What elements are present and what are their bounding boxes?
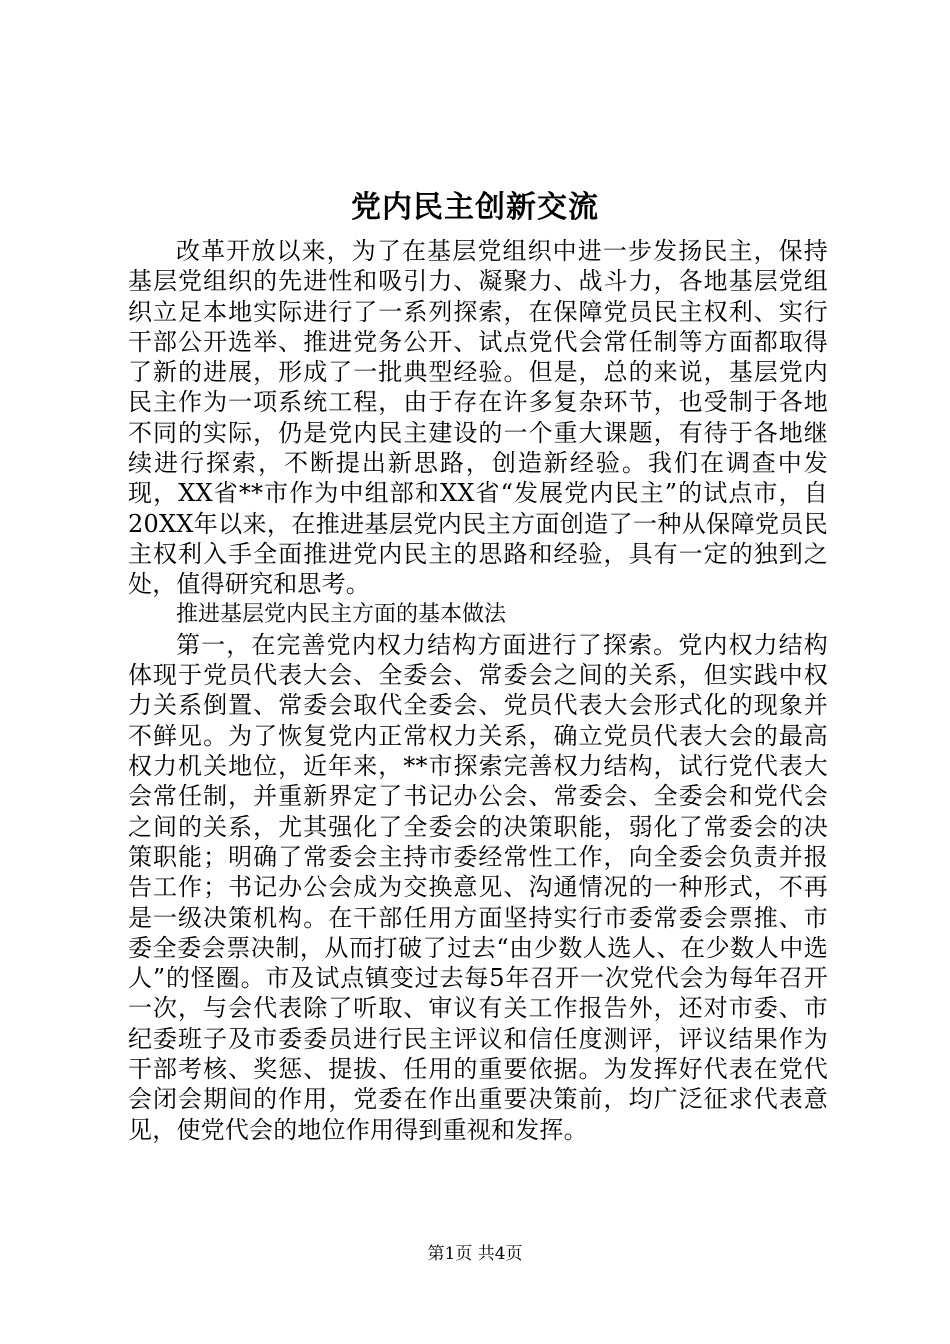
document-body — [128, 236, 828, 1145]
intro-paragraph: 改革开放以来，为了在基层党组织中进一步发扬民主，保持基层党组织的先进性和吸引力、凝聚力、战斗力，各地基层党组织立足本地实际进行了一系列探索，在保障党员民主权利、实行干部公开选举、推进党务公开、试点党代会常任制等方面都取得了新的进展，形成了一批典型经验。但是，总的来说，基层党内民主作为一项系统工程，由于存在许多复杂环节，也受制于各地不同的实际，仍是党内民主建设的一个重大课题，有待于各地继续进行探索，不断提出新思路，创造新经验。我们在调查中发现，XX省**市作为中组部和XX省“发展党内民主”的试点市，自20XX年以来，在推进基层党内民主方面创造了一种从保障党员民主权利入手全面推进党内民主的思路和经验，具有一定的独到之处，值得研究和思考。 — [128, 237, 828, 599]
document-title: 党内民主创新交流 — [351, 190, 599, 225]
page-footer: 第1页 共4页 — [427, 1244, 523, 1264]
section-heading: 推进基层党内民主方面的基本做法 — [176, 601, 507, 627]
first-point-paragraph: 第一，在完善党内权力结构方面进行了探索。党内权力结构体现于党员代表大会、全委会、常委会之间的关系，但实践中权力关系倒置、常委会取代全委会、党员代表大会形式化的现象并不鲜见。为了恢复党内正常权力关系，确立党员代表大会的最高权力机关地位，近年来，**市探索完善权力结构，试行党代表大会常任制，并重新界定了书记办公会、常委会、全委会和党代会之间的关系，尤其强化了全委会的决策职能，弱化了常委会的决策职能；明确了常委会主持市委经常性工作，向全委会负责并报告工作；书记办公会成为交换意见、沟通情况的一种形式，不再是一级决策机构。在干部任用方面坚持实行市委常委会票推、市委全委会票决制，从而打破了过去“由少数人选人、在少数人中选人”的怪圈。市及试点镇变过去每5年召开一次党代会为每年召开一次，与会代表除了听取、审议有关工作报告外，还对市委、市纪委班子及市委委员进行民主评议和信任度测评，评议结果作为干部考核、奖惩、提拔、任用的重要依据。为发挥好代表在党代会闭会期间的作用，党委在作出重要决策前，均广泛征求代表意见，使党代会的地位作用得到重视和发挥。 — [128, 630, 828, 1144]
